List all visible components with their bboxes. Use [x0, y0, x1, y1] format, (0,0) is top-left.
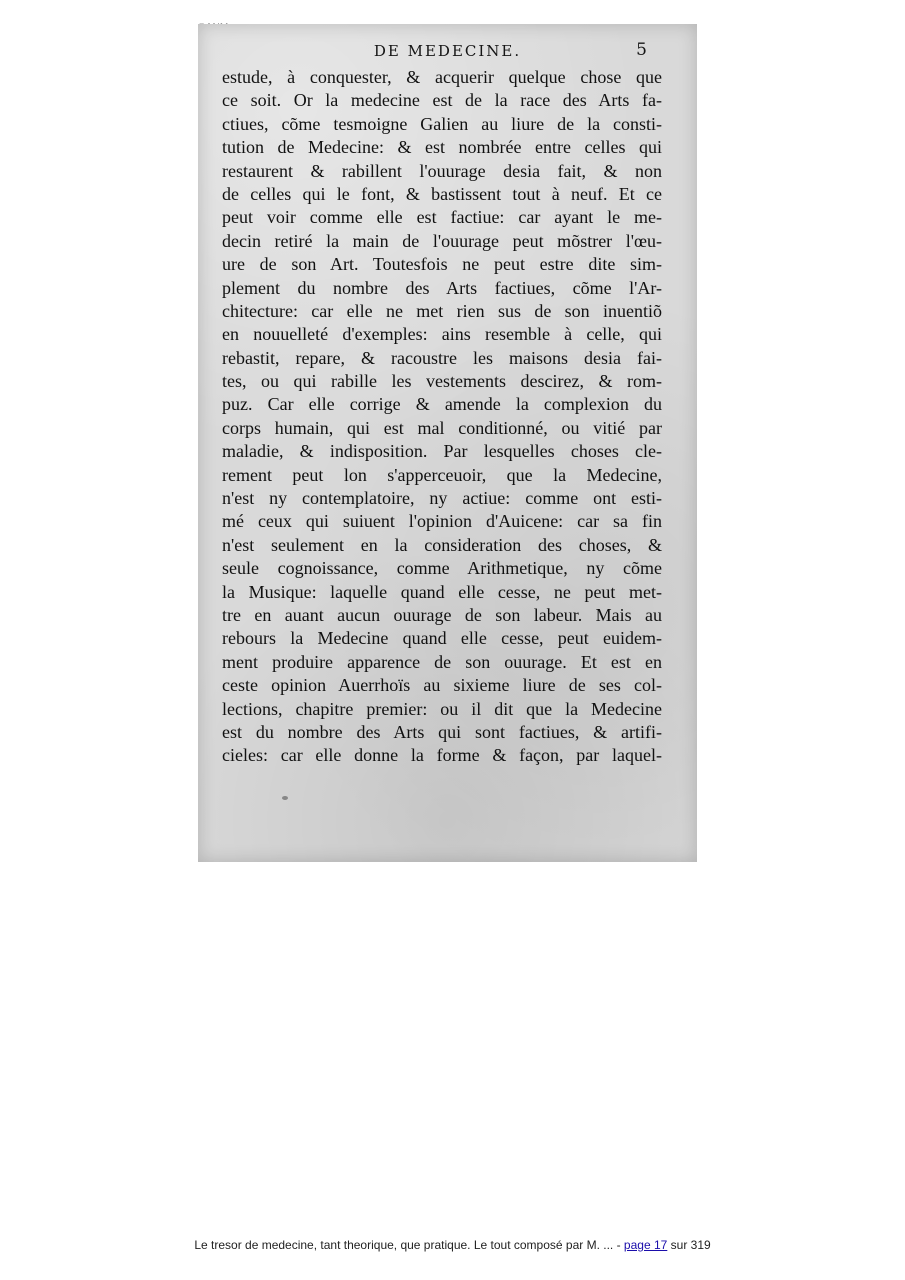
text-line: estude, à conquester, & acquerir quelque chose que — [222, 67, 662, 87]
text-line: ure de son Art. Toutesfois ne peut estre dite sim- — [222, 254, 662, 275]
text-line: n'est ny contemplatoire, ny actiue: comme ont esti- — [222, 488, 662, 509]
text-line: maladie, & indisposition. Par lesquelles choses cle- — [222, 441, 662, 462]
text-line: rebours la Medecine quand elle cesse, peut euidem- — [222, 628, 662, 649]
text-line: cieles: car elle donne la forme & façon, par laquel- — [222, 745, 662, 766]
page-link[interactable]: page 17 — [623, 1238, 668, 1252]
text-line: ceste opinion Auerrhoïs au sixieme liure de ses col- — [222, 675, 662, 696]
text-line: puz. Car elle corrige & amende la complexion du — [222, 394, 662, 415]
text-line: rebastit, repare, & racoustre les maisons desia fai- — [222, 347, 662, 368]
text-line: mé ceux qui suiuent l'opinion d'Auicene: car sa fin — [222, 511, 662, 532]
text-line: ce soit. Or la medecine est de la race des Arts fa- — [222, 90, 662, 111]
text-line: n'est seulement en la consideration des choses, & — [222, 534, 662, 555]
ink-spot — [282, 796, 288, 800]
running-head: DE MEDECINE. — [373, 42, 522, 60]
text-line: peut voir comme elle est factiue: car ayant le me- — [222, 207, 662, 228]
scanned-page-image — [198, 24, 697, 862]
text-line: ment produire apparence de son ouurage. Et est en — [222, 651, 662, 672]
footer-page-count: sur 319 — [667, 1238, 711, 1252]
page-text-block — [222, 66, 662, 768]
text-line: en nouuelleté d'exemples: ains resemble à celle, qui — [222, 324, 662, 345]
text-line: tes, ou qui rabille les vestements descirez, & rom- — [222, 371, 662, 392]
text-line: lections, chapitre premier: ou il dit que la Medecine — [222, 698, 662, 719]
text-line: tre en auant aucun ouurage de son labeur. Mais au — [222, 604, 662, 625]
text-line: la Musique: laquelle quand elle cesse, ne peut met- — [222, 581, 662, 602]
text-line: rement peut lon s'apperceuoir, que la Medecine, — [222, 464, 662, 485]
text-line: seule cognoissance, comme Arithmetique, ny cõme — [222, 558, 662, 579]
text-line: restaurent & rabillent l'ouurage desia fait, & non — [222, 160, 662, 181]
text-line: plement du nombre des Arts factiues, cõme l'Ar- — [222, 277, 662, 298]
folio-number: 5 — [636, 40, 647, 60]
text-line: de celles qui le font, & bastissent tout à neuf. Et ce — [222, 183, 662, 204]
text-line: ctiues, cõme tesmoigne Galien au liure de la consti- — [222, 113, 662, 134]
viewer-footer — [0, 1238, 905, 1252]
text-line: tution de Medecine: & est nombrée entre celles qui — [222, 137, 662, 158]
text-line: chitecture: car elle ne met rien sus de son inuentiõ — [222, 300, 662, 321]
footer-title: Le tresor de medecine, tant theorique, que pratique. Le tout composé par M. ... - — [194, 1238, 624, 1252]
text-line: decin retiré la main de l'ouurage peut mõstrer l'œu- — [222, 230, 662, 251]
text-line: corps humain, qui est mal conditionné, ou vitié par — [222, 417, 662, 438]
text-line: est du nombre des Arts qui sont factiues, & artifi- — [222, 721, 662, 742]
